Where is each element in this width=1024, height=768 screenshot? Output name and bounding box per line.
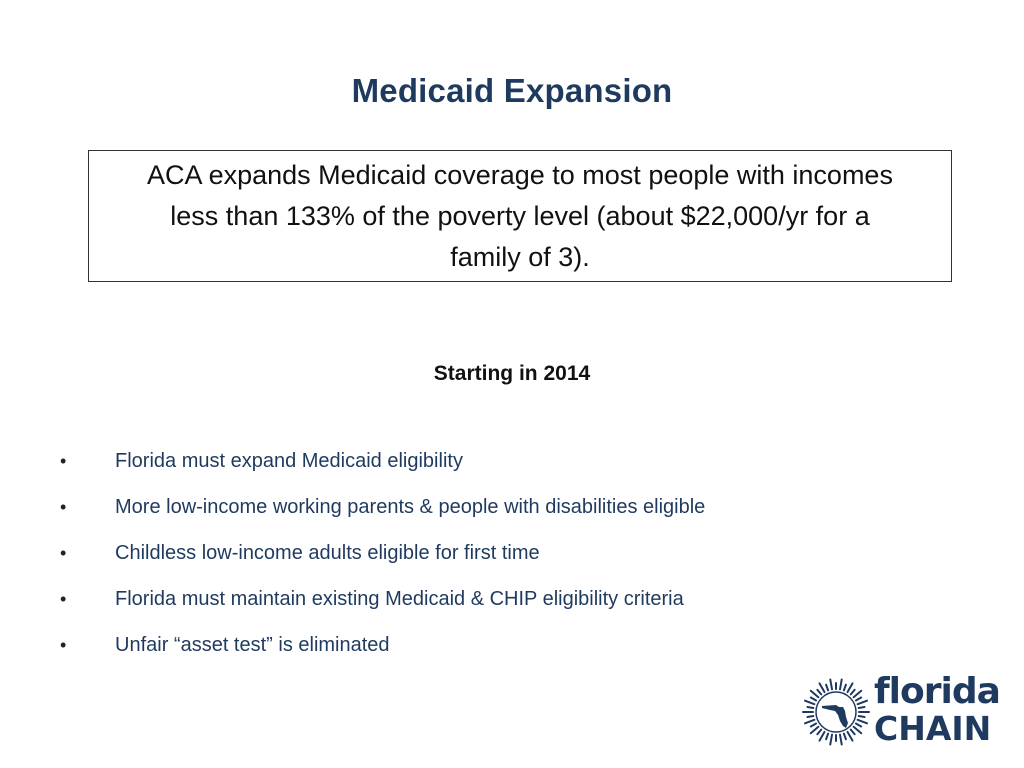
logo-ray xyxy=(811,691,819,697)
bullet-icon: • xyxy=(60,542,67,563)
logo-ray xyxy=(858,701,867,704)
logo-ray xyxy=(811,724,816,727)
list-item xyxy=(58,622,958,668)
florida-map-sunburst-icon xyxy=(802,678,870,746)
logo-ray xyxy=(820,732,825,741)
logo-ray xyxy=(848,683,853,692)
slide-title: Medicaid Expansion xyxy=(351,72,673,109)
logo-ray xyxy=(851,690,855,695)
logo-ray xyxy=(805,720,814,723)
logo-ray xyxy=(844,685,846,691)
list-item-text: More low-income working parents & people with disabilities eligible xyxy=(115,495,706,518)
logo-ray xyxy=(851,730,855,735)
logo-ray xyxy=(859,707,865,708)
logo-ray xyxy=(805,701,814,704)
logo-ray xyxy=(826,734,828,740)
logo-ray xyxy=(830,680,832,690)
list-item xyxy=(58,530,958,576)
logo-word-chain: CHAIN xyxy=(874,709,992,748)
logo-ray xyxy=(840,735,842,745)
bullet-icon: • xyxy=(60,450,67,471)
logo-ray xyxy=(856,724,861,727)
bullet-list xyxy=(58,438,958,668)
list-item-text: Florida must maintain existing Medicaid & CHIP eligibility criteria xyxy=(115,587,684,610)
logo-ray xyxy=(807,707,813,708)
list-item xyxy=(58,484,958,530)
logo-ray xyxy=(807,716,813,717)
callout-box xyxy=(88,150,952,282)
section-heading: Starting in 2014 xyxy=(433,362,591,385)
logo-ray xyxy=(820,683,825,692)
logo-ray xyxy=(859,716,865,717)
bullet-icon: • xyxy=(60,634,67,655)
logo-ray xyxy=(830,735,832,745)
list-item-text: Childless low-income adults eligible for first time xyxy=(115,541,540,564)
logo-ray xyxy=(811,698,816,701)
list-item-text: Florida must expand Medicaid eligibility xyxy=(115,449,463,472)
logo-ray xyxy=(858,720,867,723)
callout-text: ACA expands Medicaid coverage to most people with incomes less than 133% of the poverty level (about $22,000/yr for a family of 3). xyxy=(147,159,893,272)
logo-ray xyxy=(848,732,853,741)
logo-ray xyxy=(817,730,821,735)
logo-ray xyxy=(854,727,862,733)
logo-ray xyxy=(811,727,819,733)
logo-ray xyxy=(817,690,821,695)
bullet-icon: • xyxy=(60,496,67,517)
logo-ray xyxy=(856,698,861,701)
list-item-text: Unfair “asset test” is eliminated xyxy=(115,633,390,656)
list-item xyxy=(58,438,958,484)
logo-word-florida: florida xyxy=(874,671,1000,712)
florida-chain-logo xyxy=(802,671,1006,750)
logo-ray xyxy=(844,734,846,740)
list-item xyxy=(58,576,958,622)
bullet-icon: • xyxy=(60,588,67,609)
logo-ray xyxy=(840,680,842,690)
logo-ray xyxy=(826,685,828,691)
logo-ray xyxy=(854,691,862,697)
